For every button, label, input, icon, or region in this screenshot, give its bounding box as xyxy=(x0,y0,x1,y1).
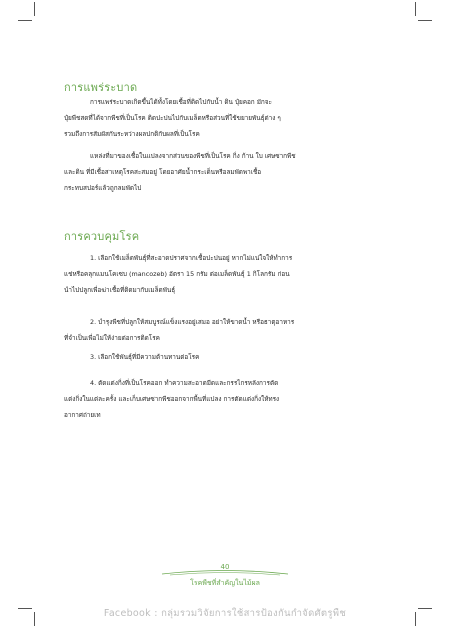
crop-mark xyxy=(18,20,32,21)
text-line: อากาศถ่ายเท xyxy=(64,411,101,419)
text-line: กระทบสปอร์แล้วถูกลมพัดไป xyxy=(64,184,142,192)
text-line: การแพร่ระบาดเกิดขึ้นได้ทั้งโดยเชื้อที่ติดไปกับน้ำ ดิน ปุ๋ยคอก มักจะ xyxy=(90,98,272,106)
text-line: 2. บำรุงพืชที่ปลูกให้สมบูรณ์แข็งแรงอยู่เสมอ อย่าให้ขาดน้ำ หรือธาตุอาหาร xyxy=(90,318,295,326)
text-line: แต่งกิ่งในแต่ละครั้ง และเก็บเศษซากพืชออกจากพื้นที่แปลง การตัดแต่งกิ่งให้ทรง xyxy=(64,395,280,403)
text-line: ที่จำเป็นเพื่อไม่ให้ง่ายต่อการติดโรค xyxy=(64,334,160,342)
crop-mark xyxy=(34,2,35,16)
section-heading-control: การควบคุมโรค xyxy=(64,230,140,243)
page-number: 40 xyxy=(220,563,230,571)
crop-mark xyxy=(415,2,416,16)
paragraph xyxy=(64,148,390,196)
list-item xyxy=(64,314,390,346)
section-heading-spread: การแพร่ระบาด xyxy=(64,81,138,94)
text-line: นำไปปลูกเพื่อฆ่าเชื้อที่ติดมากับเมล็ดพันธุ์ xyxy=(64,286,176,294)
text-line: 3. เลือกใช้พันธุ์ที่มีความต้านทานต่อโรค xyxy=(90,353,200,361)
text-line: แช่หรือคลุกแมนโคเซบ (mancozeb) อัตรา 15 กรัม ต่อเมล็ดพันธุ์ 1 กิโลกรัม ก่อน xyxy=(64,270,290,278)
list-item xyxy=(64,375,390,423)
list-item xyxy=(64,349,390,365)
text-line: 1. เลือกใช้เมล็ดพันธุ์ที่สะอาดปราศจากเชื้อปะปนอยู่ หากไม่แน่ใจให้ทำการ xyxy=(90,254,293,262)
footer-title: โรคพืชที่สำคัญในไม้ผล xyxy=(190,579,260,587)
text-line: แหล่งที่มาของเชื้อในแปลงจากส่วนของพืชที่เป็นโรค กิ่ง ก้าน ใบ เศษซากพืช xyxy=(90,152,296,160)
text-line: 4. ตัดแต่งกิ่งที่เป็นโรคออก ทำความสะอาดมีดและกรรไกรหลังการตัด xyxy=(90,379,279,387)
paragraph xyxy=(64,94,390,142)
text-line: และดิน ที่มีเชื้อสาเหตุโรคสะสมอยู่ โดยอาศัยน้ำกระเด็นหรือลมพัดพาเชื้อ xyxy=(64,168,262,176)
text-line: รวมถึงการสัมผัสกันระหว่างผลปกติกับผลที่เป็นโรค xyxy=(64,130,200,138)
list-item xyxy=(64,250,390,298)
facebook-watermark: Facebook : กลุ่มรวมวิจัยการใช้สารป้องกันกำจัดศัตรูพืช xyxy=(103,608,347,619)
crop-mark xyxy=(418,20,432,21)
text-line: ปุ๋ยพืชสดที่ได้จากพืชที่เป็นโรค ติดปะปนไปกับเมล็ดหรือส่วนที่ใช้ขยายพันธุ์ต่าง ๆ xyxy=(64,114,281,122)
